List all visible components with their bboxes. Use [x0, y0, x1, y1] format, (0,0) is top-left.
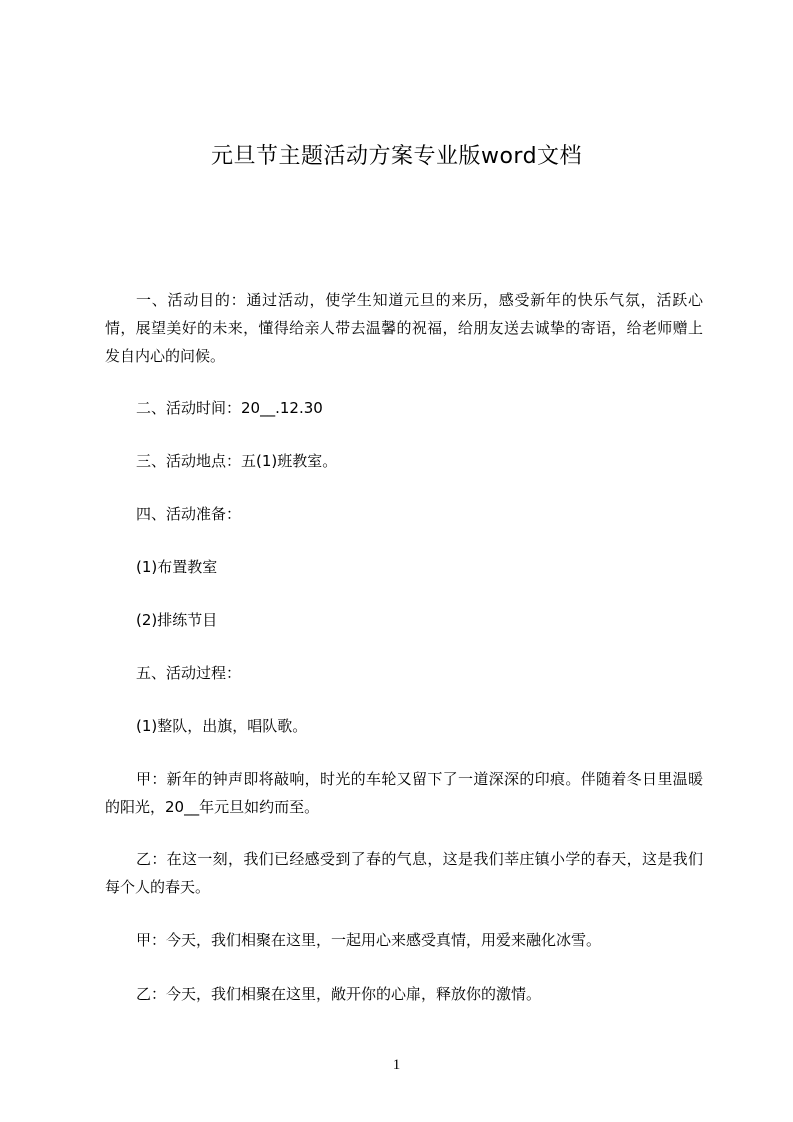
- paragraph-host-a-2: 甲：今天，我们相聚在这里，一起用心来感受真情，用爱来融化冰雪。: [136, 931, 602, 949]
- document-title: 元旦节主题活动方案专业版word文档: [210, 144, 583, 169]
- paragraph-activity-process: 五、活动过程：: [136, 664, 242, 682]
- page-number: 1: [392, 1057, 401, 1073]
- paragraph-rehearse-program: (2)排练节目: [136, 611, 218, 629]
- paragraph-activity-purpose: 一、活动目的：通过活动，使学生知道元旦的来历，感受新年的快乐气氛，活跃心情，展望美好的未来，懂得给亲人带去温馨的祝福，给朋友送去诚挚的寄语，给老师赠上发自内心的问候。: [105, 291, 703, 365]
- paragraph-host-b-2: 乙：今天，我们相聚在这里，敞开你的心扉，释放你的激情。: [136, 985, 542, 1003]
- paragraph-activity-preparation: 四、活动准备：: [136, 505, 242, 523]
- paragraph-activity-location: 三、活动地点：五(1)班教室。: [136, 452, 338, 470]
- paragraph-prepare-classroom: (1)布置教室: [136, 558, 218, 576]
- paragraph-activity-time: 二、活动时间：20__.12.30: [136, 399, 323, 417]
- paragraph-assembly: (1)整队，出旗，唱队歌。: [136, 717, 308, 735]
- paragraph-host-b-1: 乙：在这一刻，我们已经感受到了春的气息，这是我们莘庄镇小学的春天，这是我们每个人的春天。: [105, 850, 703, 896]
- paragraph-host-a-1: 甲：新年的钟声即将敲响，时光的车轮又留下了一道深深的印痕。伴随着冬日里温暖的阳光，20__年元旦如约而至。: [105, 770, 703, 816]
